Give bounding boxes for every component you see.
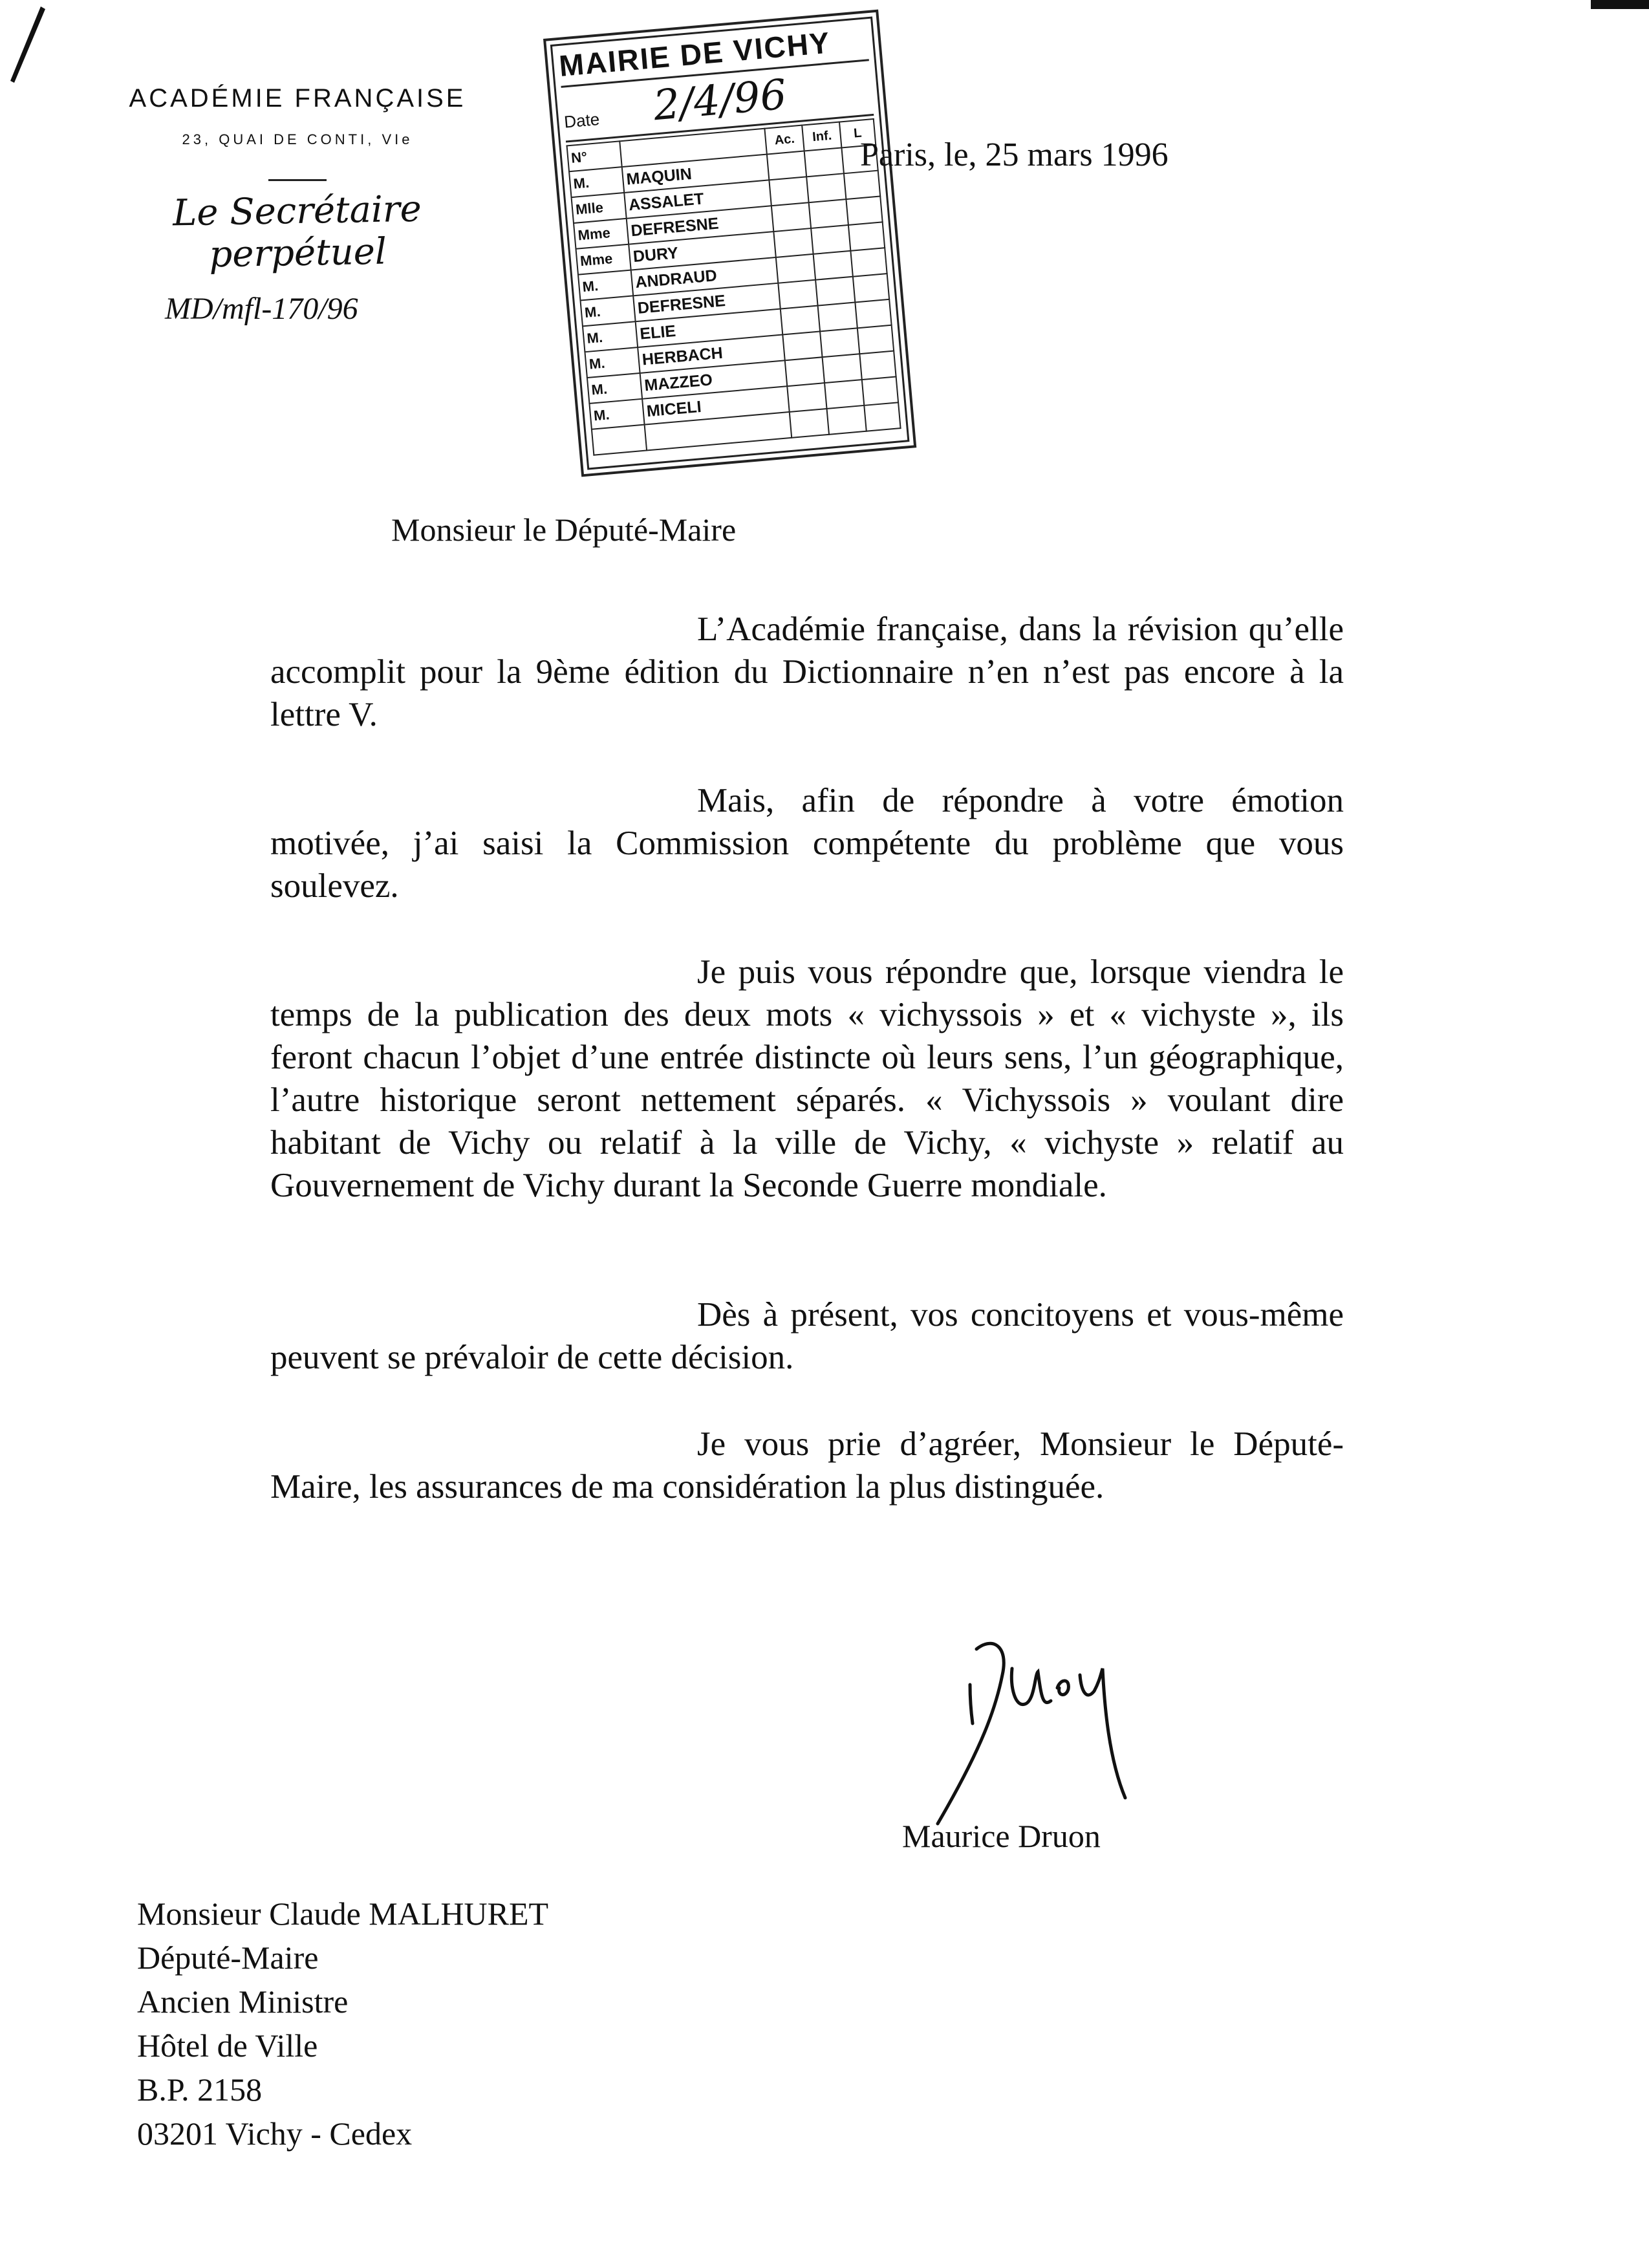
recipient-line-4: Hôtel de Ville [137,2027,318,2064]
edge-bar [1591,0,1649,9]
stamp-col-number: N° [567,141,622,171]
stamp-row-title: M. [589,399,644,429]
paragraph-3-text: Je puis vous répondre que, lorsque viendra le temps de la publication des deux mots « vichyssois » et « vichyste », ils feront chacun l’objet d’une entrée distincte où leurs sens, l’un géographique, l’autre historique seront nettement séparés. « Vichyssois » voulant dire habitant de Vichy ou relatif à la ville de Vichy, « vichyste » relatif au Gouvernement de Vichy durant la Seconde Guerre mondiale. [270,953,1344,1204]
paragraph-4 [270,1293,1344,1379]
greeting: Monsieur le Député-Maire [391,512,737,548]
stamp-row-name: MAZZEO [640,360,788,398]
stamp-row-name: DURY [629,232,776,270]
stamp-row-name: DEFRESNE [627,206,774,244]
stamp-row-name: DEFRESNE [633,283,781,321]
stamp-row-title: Mme [574,219,629,249]
recipient-line-6: 03201 Vichy - Cedex [137,2115,413,2152]
stamp-row-title: M. [578,270,633,301]
stamp-row-title: M. [587,373,642,404]
institution-address: 23, QUAI DE CONTI, VIe [182,131,413,147]
mairie-stamp [543,10,916,477]
stamp-row-title: M. [585,347,640,378]
stamp-col-l: L [839,119,876,147]
recipient-line-1: Monsieur Claude MALHURET [137,1895,549,1932]
signer-name: Maurice Druon [902,1818,1101,1854]
stamp-row-name: MAQUIN [622,155,770,193]
recipient-line-2: Député-Maire [137,1939,319,1976]
stamp-row-name: ANDRAUD [631,257,779,296]
stamp-row-title: M. [583,321,638,352]
stamp-table [566,118,901,456]
stamp-date-value: 2/4/96 [651,70,789,131]
paragraph-1-text: L’Académie française, dans la révision qu’elle accomplit pour la 9ème édition du Dictionnaire n’en n’est pas encore à la lettre V. [270,610,1344,733]
paragraph-2-text: Mais, afin de répondre à votre émotion motivée, j’ai saisi la Commission compétente du problème que vous soulevez. [270,782,1344,905]
recipient-line-5: B.P. 2158 [137,2071,263,2108]
paragraph-1 [270,608,1344,736]
paragraph-4-text: Dès à présent, vos concitoyens et vous-même peuvent se prévaloir de cette décision. [270,1296,1344,1376]
paragraph-3 [270,951,1344,1207]
paragraph-5-text: Je vous prie d’agréer, Monsieur le Député-Maire, les assurances de ma considération la plus distinguée. [270,1425,1344,1506]
paragraph-2 [270,779,1344,907]
recipient-line-3: Ancien Ministre [137,1983,349,2020]
stamp-row-name: HERBACH [638,334,785,373]
stamp-row-title: M. [569,167,624,197]
pen-mark-icon [5,0,50,84]
stamp-date-label: Date [563,109,601,132]
handwritten-signature [931,1630,1203,1850]
secretary-title: Le Secrétaire perpétuel [172,188,422,276]
institution-name: ACADÉMIE FRANÇAISE [129,84,466,113]
stamp-row-title: Mlle [572,193,627,223]
recipient-address [137,1892,548,2155]
reference-number: MD/mfl-170/96 [165,292,358,326]
stamp-row-name: ASSALET [624,180,771,218]
stamp-col-ac: Ac. [765,125,805,155]
stamp-row-name: MICELI [642,386,790,424]
letterhead [97,84,498,274]
letterhead-divider [268,179,327,181]
date-line: Paris, le, 25 mars 1996 [860,136,1169,173]
stamp-row-title: M. [580,296,635,326]
paragraph-5 [270,1423,1344,1508]
stamp-row-name: ELIE [636,309,783,347]
stamp-col-inf: Inf. [803,122,842,151]
stamp-title: MAIRIE DE VICHY [557,25,832,83]
stamp-row-title: Mme [576,244,631,275]
